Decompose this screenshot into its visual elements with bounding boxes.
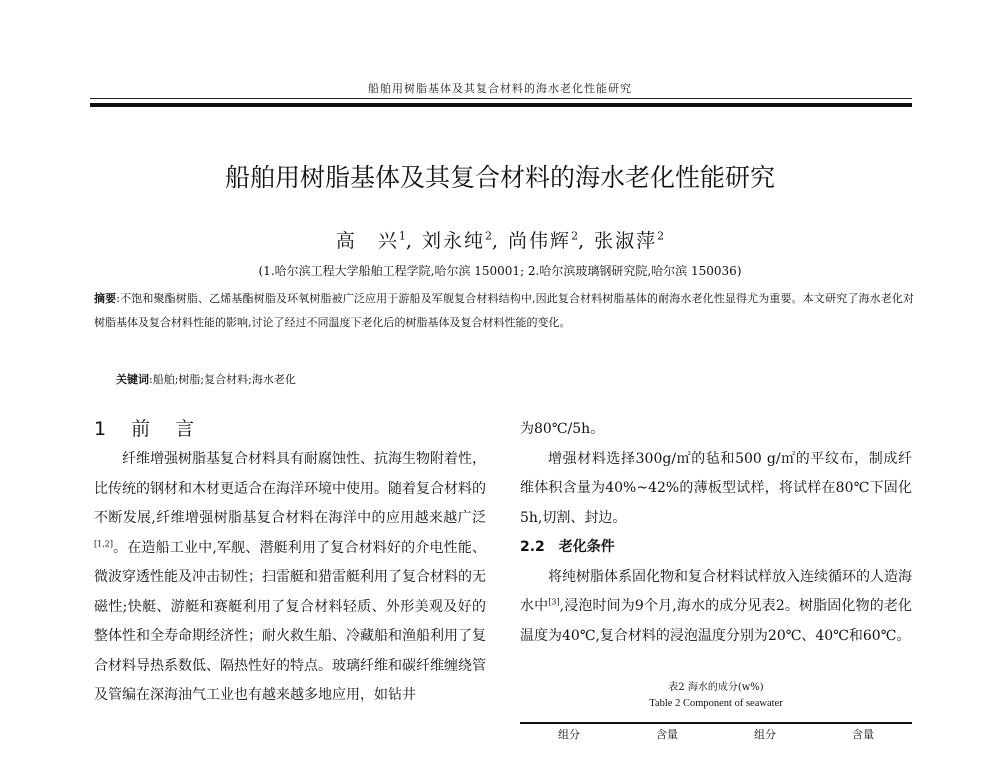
table-header-cell: 组分 (754, 728, 776, 741)
section-heading: 1 前 言 (94, 418, 198, 440)
header-rule-thick (90, 103, 912, 107)
table-header-cell: 含量 (852, 728, 874, 741)
paragraph-text: ,浸泡时间为9个月,海水的成分见表2。树脂固化物的老化温度为40℃,复合材料的浸泡温度分别为20℃、40℃和60℃。 (520, 598, 912, 644)
right-column (520, 415, 912, 651)
body-paragraph: 增强材料选择300g/㎡的毡和500 g/㎡的平纹布，制成纤维体积含量为40%~42%的薄板型试样，将试样在80℃下固化5h,切割、封边。 (520, 450, 912, 526)
author-affil-mark: 2 (657, 229, 665, 243)
keywords-label: 关键词 (116, 373, 149, 386)
keywords-text: :船舶;树脂;复合材料;海水老化 (149, 373, 296, 386)
author-affil-mark: 1 (398, 229, 406, 243)
subsection-heading: 2.2 老化条件 (520, 539, 615, 555)
citation-mark: [1,2] (94, 538, 113, 548)
abstract-text: :不饱和聚酯树脂、乙烯基酯树脂及环氧树脂被广泛应用于游船及军舰复合材料结构中,因此复合材料树脂基体的耐海水老化性显得尤为重要。本文研究了海水老化对树脂基体及复合材料性能的影响,讨论了经过不同温度下老化后的树脂基体及复合材料性能的变化。 (94, 292, 914, 329)
affiliation: (1.哈尔滨工程大学船舶工程学院,哈尔滨 150001; 2.哈尔滨玻璃钢研究院,哈尔滨 150036) (258, 264, 742, 278)
author-name: 刘永纯 (421, 230, 485, 252)
paper-title: 船舶用树脂基体及其复合材料的海水老化性能研究 (224, 163, 775, 192)
body-line: 为80℃/5h。 (520, 421, 605, 437)
citation-mark: [3] (548, 597, 560, 607)
table-header-row (520, 724, 912, 746)
running-head: 船舶用树脂基体及其复合材料的海水老化性能研究 (368, 82, 632, 95)
table-2 (520, 680, 912, 746)
author-list: 高 兴$^1$, 刘永纯$^2$, 尚伟辉$^2$, 张淑萍$^2$ (335, 229, 665, 252)
table-caption-en: Table 2 Component of seawater (649, 698, 783, 709)
author-name: 尚伟辉 (508, 230, 572, 252)
left-column (94, 415, 486, 711)
author-affil-mark: 2 (571, 229, 579, 243)
author-name: 高 兴 (335, 230, 399, 252)
header-rule-thin (90, 98, 912, 99)
table-caption-cn: 表2 海水的成分(w%) (668, 682, 764, 693)
paragraph-text: 纤维增强树脂基复合材料具有耐腐蚀性、抗海生物附着性，比传统的钢材和木材更适合在海洋环境中使用。随着复合材料的不断发展,纤维增强树脂基复合材料在海洋中的应用越来越广泛 (94, 451, 486, 526)
paragraph-text: 将纯树脂体系固化物和复合材料试样放入连续循环的人造海水中 (520, 568, 912, 614)
body-paragraph (520, 563, 912, 652)
author-name: 张淑萍 (594, 230, 658, 252)
table-header-cell: 组分 (558, 728, 580, 741)
abstract-label: 摘要 (94, 292, 117, 305)
abstract (94, 287, 914, 335)
body-paragraph (94, 445, 486, 711)
keywords (116, 368, 296, 392)
table-header-cell: 含量 (656, 728, 678, 741)
paragraph-text: 。在造船工业中,军舰、潜艇利用了复合材料好的介电性能、微波穿透性能及冲击韧性；扫雷艇和猎雷艇利用了复合材料的无磁性;快艇、游艇和赛艇利用了复合材料轻质、外形美观及好的整体性和全寿命期经济性；耐火救生船、冷藏船和渔船利用了复合材料导热系数低、隔热性好的特点。玻璃纤维和碳纤维缠绕管及管编在深海油气工业也有越来越多地应用，如钻井 (94, 539, 486, 703)
author-affil-mark: 2 (484, 229, 492, 243)
